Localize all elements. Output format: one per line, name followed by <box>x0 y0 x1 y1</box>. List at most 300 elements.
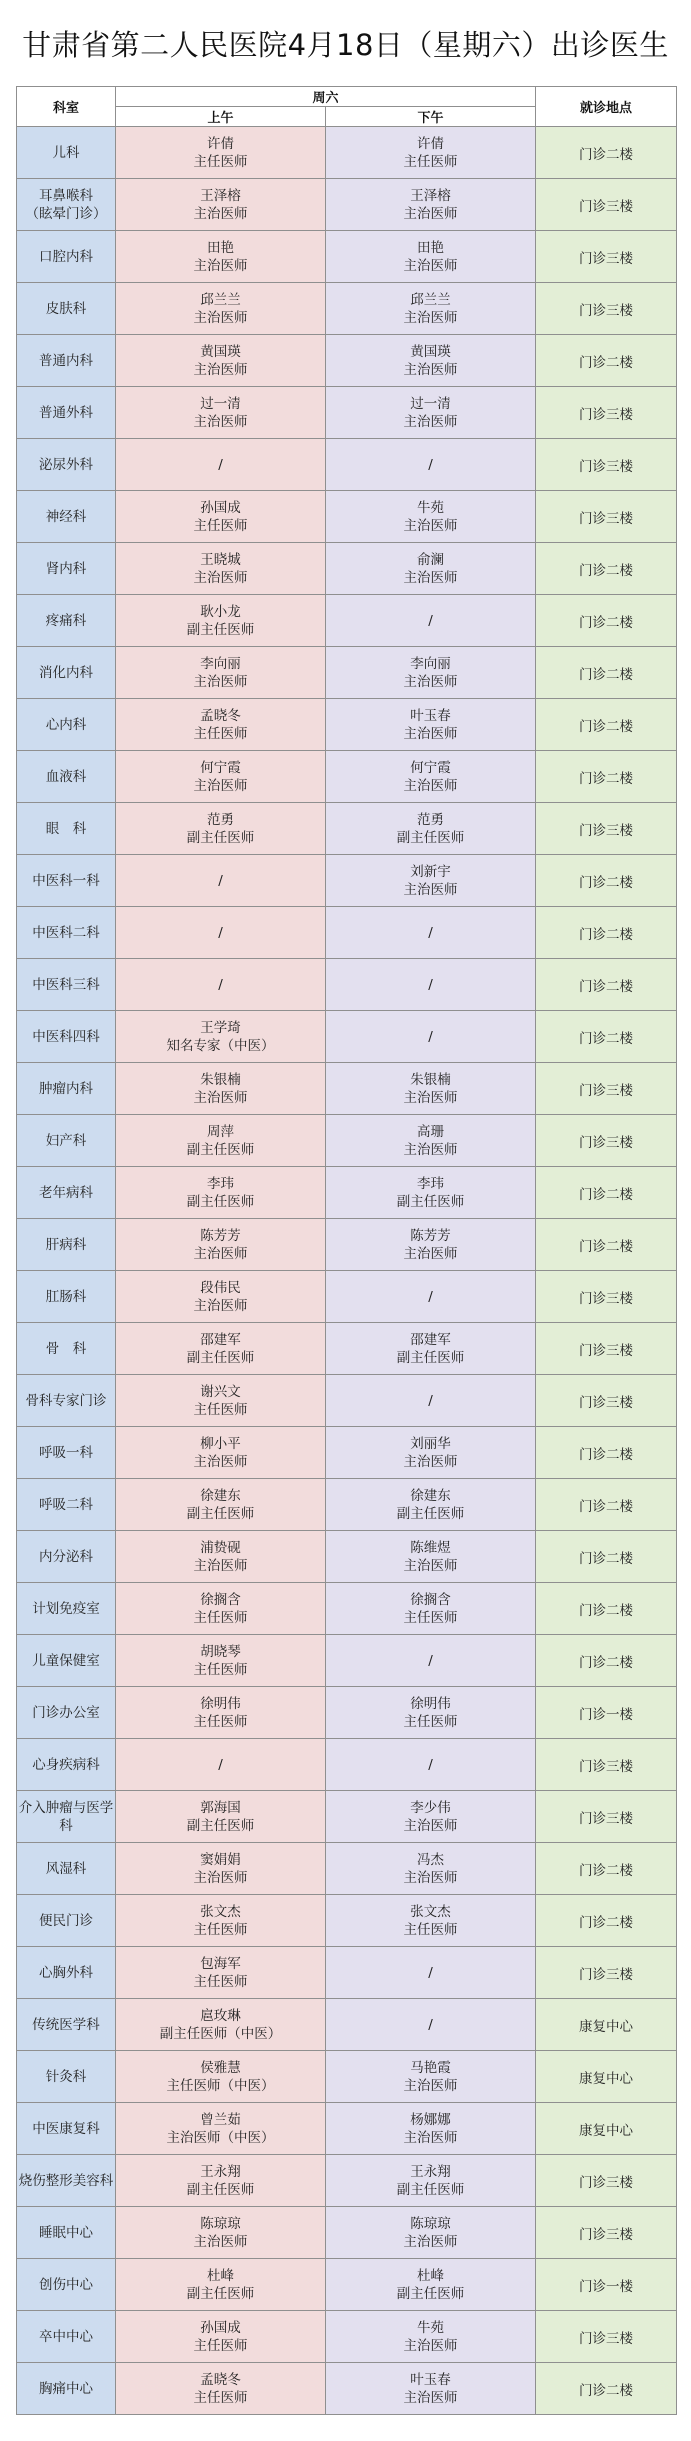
morning-cell <box>116 2259 326 2311</box>
morning-doctor-name: 窦娟娟 <box>200 1851 241 1868</box>
afternoon-cell <box>326 1115 536 1167</box>
afternoon-doctor-name: 杜峰 <box>417 2267 444 2284</box>
afternoon-doctor-name: 马艳霞 <box>410 2059 451 2076</box>
afternoon-doctor-name: 李向丽 <box>410 655 451 672</box>
afternoon-doctor-title: 主任医师 <box>403 1609 458 1626</box>
department-cell: 睡眠中心 <box>17 2207 116 2259</box>
department-cell: 妇产科 <box>17 1115 116 1167</box>
morning-doctor-name: / <box>218 924 223 941</box>
morning-doctor-title: 主任医师 <box>193 517 248 534</box>
location-cell: 门诊三楼 <box>536 2155 677 2207</box>
morning-doctor-name: 徐明伟 <box>200 1695 241 1712</box>
location-cell: 门诊二楼 <box>536 1895 677 1947</box>
morning-doctor-title: 知名专家（中医） <box>166 1037 275 1054</box>
afternoon-doctor-title: 副主任医师 <box>396 1193 465 1210</box>
morning-cell <box>116 1375 326 1427</box>
department-cell: 肿瘤内科 <box>17 1063 116 1115</box>
table-row <box>17 1323 677 1375</box>
afternoon-doctor-name: 邵建军 <box>410 1331 451 1348</box>
location-cell: 门诊三楼 <box>536 491 677 543</box>
afternoon-cell <box>326 1947 536 1999</box>
morning-doctor-name: 胡晓琴 <box>200 1643 241 1660</box>
afternoon-doctor-name: 高珊 <box>417 1123 444 1140</box>
afternoon-cell <box>326 1219 536 1271</box>
department-cell: 风湿科 <box>17 1843 116 1895</box>
morning-cell <box>116 127 326 179</box>
department-cell: 普通外科 <box>17 387 116 439</box>
header-row-top <box>17 87 677 107</box>
morning-doctor-name: 王晓城 <box>200 551 241 568</box>
morning-doctor-name: 孙国成 <box>200 2319 241 2336</box>
morning-doctor-name: 段伟民 <box>200 1279 241 1296</box>
department-cell: 心胸外科 <box>17 1947 116 1999</box>
afternoon-doctor-title: 副主任医师 <box>396 1505 465 1522</box>
morning-cell <box>116 2155 326 2207</box>
morning-doctor-name: 黄国瑛 <box>200 343 241 360</box>
afternoon-doctor-name: 范勇 <box>417 811 444 828</box>
morning-cell <box>116 2363 326 2415</box>
department-cell: 普通内科 <box>17 335 116 387</box>
morning-doctor-name: 陈琼琼 <box>200 2215 241 2232</box>
table-row <box>17 491 677 543</box>
location-cell: 门诊二楼 <box>536 1167 677 1219</box>
afternoon-doctor-name: / <box>428 976 433 993</box>
morning-doctor-name: / <box>218 456 223 473</box>
table-row <box>17 2259 677 2311</box>
afternoon-cell <box>326 2311 536 2363</box>
afternoon-cell <box>326 179 536 231</box>
afternoon-doctor-name: 过一清 <box>410 395 451 412</box>
table-row <box>17 1167 677 1219</box>
afternoon-doctor-name: 黄国瑛 <box>410 343 451 360</box>
department-cell: 老年病科 <box>17 1167 116 1219</box>
afternoon-doctor-name: 徐搁含 <box>410 1591 451 1608</box>
morning-cell <box>116 335 326 387</box>
afternoon-cell <box>326 387 536 439</box>
table-row <box>17 2051 677 2103</box>
afternoon-cell <box>326 855 536 907</box>
morning-doctor-title: 副主任医师 <box>186 621 255 638</box>
department-cell: 肾内科 <box>17 543 116 595</box>
afternoon-doctor-name: 刘丽华 <box>410 1435 451 1452</box>
afternoon-doctor-title: 主治医师 <box>403 673 458 690</box>
afternoon-cell <box>326 1323 536 1375</box>
afternoon-cell <box>326 1843 536 1895</box>
location-cell: 康复中心 <box>536 2103 677 2155</box>
afternoon-doctor-name: 田艳 <box>417 239 444 256</box>
location-cell: 门诊三楼 <box>536 1739 677 1791</box>
morning-cell <box>116 1011 326 1063</box>
morning-cell <box>116 1219 326 1271</box>
schedule-body <box>17 127 677 2415</box>
table-row <box>17 1531 677 1583</box>
table-row <box>17 387 677 439</box>
afternoon-doctor-title: 主治医师 <box>403 2233 458 2250</box>
location-cell: 门诊三楼 <box>536 1271 677 1323</box>
location-cell: 门诊三楼 <box>536 1375 677 1427</box>
table-row <box>17 1687 677 1739</box>
table-row <box>17 595 677 647</box>
afternoon-doctor-title: 主治医师 <box>403 309 458 326</box>
table-row <box>17 699 677 751</box>
location-cell: 门诊三楼 <box>536 1323 677 1375</box>
afternoon-doctor-name: / <box>428 2016 433 2033</box>
table-row <box>17 1115 677 1167</box>
morning-doctor-name: 王泽榕 <box>200 187 241 204</box>
location-cell: 门诊二楼 <box>536 2363 677 2415</box>
location-cell: 门诊二楼 <box>536 1011 677 1063</box>
morning-doctor-title: 主治医师 <box>193 257 248 274</box>
location-cell: 门诊二楼 <box>536 907 677 959</box>
afternoon-doctor-name: 俞澜 <box>417 551 444 568</box>
morning-doctor-title: 主治医师 <box>193 777 248 794</box>
morning-cell <box>116 1323 326 1375</box>
table-row <box>17 855 677 907</box>
department-cell: 心身疾病科 <box>17 1739 116 1791</box>
department-cell: 计划免疫室 <box>17 1583 116 1635</box>
afternoon-doctor-name: / <box>428 1288 433 1305</box>
morning-cell <box>116 1635 326 1687</box>
morning-cell <box>116 1531 326 1583</box>
afternoon-doctor-name: 何宁霞 <box>410 759 451 776</box>
morning-doctor-name: 徐搁含 <box>200 1591 241 1608</box>
morning-doctor-name: 李玮 <box>207 1175 234 1192</box>
morning-cell <box>116 387 326 439</box>
morning-doctor-name: 邵建军 <box>200 1331 241 1348</box>
afternoon-doctor-title: 主治医师 <box>403 517 458 534</box>
afternoon-doctor-name: / <box>428 612 433 629</box>
morning-doctor-name: 杜峰 <box>207 2267 234 2284</box>
morning-doctor-name: / <box>218 872 223 889</box>
morning-cell <box>116 543 326 595</box>
morning-doctor-name: 孙国成 <box>200 499 241 516</box>
morning-cell <box>116 1479 326 1531</box>
afternoon-doctor-name: / <box>428 1652 433 1669</box>
morning-doctor-title: 主任医师 <box>193 1401 248 1418</box>
department-cell: 中医科三科 <box>17 959 116 1011</box>
afternoon-doctor-name: / <box>428 1028 433 1045</box>
morning-cell <box>116 2207 326 2259</box>
morning-doctor-name: 曾兰茹 <box>200 2111 241 2128</box>
afternoon-doctor-name: / <box>428 1964 433 1981</box>
morning-doctor-title: 主治医师 <box>193 1453 248 1470</box>
location-cell: 门诊三楼 <box>536 1063 677 1115</box>
morning-doctor-title: 主任医师 <box>193 1609 248 1626</box>
location-cell: 门诊二楼 <box>536 1583 677 1635</box>
table-row <box>17 1791 677 1843</box>
location-cell: 门诊二楼 <box>536 751 677 803</box>
afternoon-doctor-title: 副主任医师 <box>396 1349 465 1366</box>
morning-cell <box>116 1271 326 1323</box>
morning-doctor-name: 侯雅慧 <box>200 2059 241 2076</box>
afternoon-doctor-title: 主任医师 <box>403 153 458 170</box>
location-cell: 门诊二楼 <box>536 335 677 387</box>
morning-doctor-title: 主任医师 <box>193 1661 248 1678</box>
afternoon-cell <box>326 699 536 751</box>
afternoon-doctor-name: / <box>428 1756 433 1773</box>
afternoon-doctor-name: / <box>428 456 433 473</box>
table-row <box>17 647 677 699</box>
afternoon-doctor-title: 主治医师 <box>403 413 458 430</box>
afternoon-cell <box>326 1375 536 1427</box>
afternoon-doctor-name: 陈维煜 <box>410 1539 451 1556</box>
department-cell: 中医科四科 <box>17 1011 116 1063</box>
department-cell: 门诊办公室 <box>17 1687 116 1739</box>
department-cell: 耳鼻喉科 （眩晕门诊） <box>17 179 116 231</box>
afternoon-cell <box>326 647 536 699</box>
department-cell: 泌尿外科 <box>17 439 116 491</box>
department-cell: 眼 科 <box>17 803 116 855</box>
table-row <box>17 127 677 179</box>
table-row <box>17 1999 677 2051</box>
afternoon-cell <box>326 2103 536 2155</box>
table-row <box>17 2311 677 2363</box>
afternoon-cell <box>326 2155 536 2207</box>
morning-doctor-name: 谢兴文 <box>200 1383 241 1400</box>
table-row <box>17 1895 677 1947</box>
afternoon-doctor-title: 主治医师 <box>403 2337 458 2354</box>
morning-doctor-title: 主治医师 <box>193 673 248 690</box>
table-row <box>17 1063 677 1115</box>
afternoon-cell <box>326 543 536 595</box>
afternoon-cell <box>326 1635 536 1687</box>
afternoon-doctor-title: 主任医师 <box>403 1713 458 1730</box>
table-row <box>17 335 677 387</box>
morning-doctor-name: 田艳 <box>207 239 234 256</box>
location-cell: 门诊三楼 <box>536 1791 677 1843</box>
afternoon-cell <box>326 959 536 1011</box>
afternoon-doctor-name: / <box>428 1392 433 1409</box>
department-cell: 肝病科 <box>17 1219 116 1271</box>
morning-doctor-title: 主任医师 <box>193 153 248 170</box>
morning-doctor-name: 郭海国 <box>200 1799 241 1816</box>
department-cell: 血液科 <box>17 751 116 803</box>
afternoon-cell <box>326 2363 536 2415</box>
location-cell: 门诊二楼 <box>536 543 677 595</box>
afternoon-doctor-name: 王泽榕 <box>410 187 451 204</box>
morning-cell <box>116 1063 326 1115</box>
table-row <box>17 1583 677 1635</box>
afternoon-doctor-name: 刘新宇 <box>410 863 451 880</box>
department-cell: 胸痛中心 <box>17 2363 116 2415</box>
afternoon-cell <box>326 491 536 543</box>
morning-doctor-name: 王学琦 <box>200 1019 241 1036</box>
afternoon-cell <box>326 1687 536 1739</box>
table-row <box>17 231 677 283</box>
morning-doctor-name: 周萍 <box>207 1123 234 1140</box>
afternoon-doctor-name: 王永翔 <box>410 2163 451 2180</box>
afternoon-cell <box>326 1895 536 1947</box>
header-day: 周六 <box>116 87 536 107</box>
afternoon-doctor-name: 陈芳芳 <box>410 1227 451 1244</box>
location-cell: 门诊二楼 <box>536 1479 677 1531</box>
department-cell: 呼吸二科 <box>17 1479 116 1531</box>
morning-cell <box>116 1167 326 1219</box>
department-cell: 疼痛科 <box>17 595 116 647</box>
location-cell: 门诊二楼 <box>536 647 677 699</box>
location-cell: 门诊二楼 <box>536 855 677 907</box>
morning-doctor-name: 李向丽 <box>200 655 241 672</box>
afternoon-doctor-name: 徐明伟 <box>410 1695 451 1712</box>
table-row <box>17 2207 677 2259</box>
morning-doctor-name: 许倩 <box>207 135 234 152</box>
morning-doctor-title: 主任医师 <box>193 1713 248 1730</box>
table-row <box>17 2155 677 2207</box>
table-row <box>17 1479 677 1531</box>
department-cell: 儿童保健室 <box>17 1635 116 1687</box>
morning-cell <box>116 855 326 907</box>
morning-doctor-title: 副主任医师 <box>186 2285 255 2302</box>
afternoon-cell <box>326 1531 536 1583</box>
morning-doctor-title: 主治医师 <box>193 1297 248 1314</box>
location-cell: 门诊三楼 <box>536 387 677 439</box>
afternoon-doctor-title: 主治医师 <box>403 569 458 586</box>
afternoon-cell <box>326 1011 536 1063</box>
morning-cell <box>116 1427 326 1479</box>
morning-doctor-title: 主任医师 <box>193 1921 248 1938</box>
table-row <box>17 283 677 335</box>
morning-doctor-title: 主任医师 <box>193 725 248 742</box>
afternoon-cell <box>326 907 536 959</box>
location-cell: 门诊三楼 <box>536 179 677 231</box>
location-cell: 门诊二楼 <box>536 959 677 1011</box>
afternoon-doctor-title: 副主任医师 <box>396 2181 465 2198</box>
morning-doctor-title: 主治医师 <box>193 361 248 378</box>
table-row <box>17 959 677 1011</box>
department-cell: 中医康复科 <box>17 2103 116 2155</box>
department-cell: 烧伤整形美容科 <box>17 2155 116 2207</box>
location-cell: 门诊二楼 <box>536 595 677 647</box>
table-row <box>17 2363 677 2415</box>
department-cell: 消化内科 <box>17 647 116 699</box>
department-cell: 介入肿瘤与医学科 <box>17 1791 116 1843</box>
afternoon-doctor-title: 主治医师 <box>403 1557 458 1574</box>
morning-doctor-title: 主任医师 <box>193 2389 248 2406</box>
afternoon-doctor-name: 杨娜娜 <box>410 2111 451 2128</box>
morning-doctor-name: 邱兰兰 <box>200 291 241 308</box>
afternoon-cell <box>326 595 536 647</box>
morning-doctor-name: 张文杰 <box>200 1903 241 1920</box>
morning-cell <box>116 231 326 283</box>
location-cell: 康复中心 <box>536 2051 677 2103</box>
afternoon-cell <box>326 439 536 491</box>
afternoon-doctor-title: 主治医师 <box>403 1817 458 1834</box>
morning-cell <box>116 907 326 959</box>
morning-cell <box>116 2103 326 2155</box>
afternoon-doctor-title: 主任医师 <box>403 1921 458 1938</box>
department-cell: 卒中中心 <box>17 2311 116 2363</box>
table-row <box>17 1739 677 1791</box>
location-cell: 门诊一楼 <box>536 2259 677 2311</box>
morning-doctor-title: 主治医师（中医） <box>166 2129 275 2146</box>
location-cell: 门诊三楼 <box>536 803 677 855</box>
table-row <box>17 803 677 855</box>
morning-cell <box>116 439 326 491</box>
afternoon-doctor-title: 主治医师 <box>403 1869 458 1886</box>
morning-doctor-name: 陈芳芳 <box>200 1227 241 1244</box>
morning-doctor-title: 主治医师 <box>193 1869 248 1886</box>
morning-doctor-name: 孟晓冬 <box>200 707 241 724</box>
department-cell: 针灸科 <box>17 2051 116 2103</box>
table-row <box>17 1375 677 1427</box>
department-cell: 骨 科 <box>17 1323 116 1375</box>
afternoon-cell <box>326 1427 536 1479</box>
morning-cell <box>116 803 326 855</box>
afternoon-doctor-name: 朱银楠 <box>410 1071 451 1088</box>
afternoon-doctor-name: 陈琼琼 <box>410 2215 451 2232</box>
table-row <box>17 2103 677 2155</box>
morning-cell <box>116 179 326 231</box>
morning-doctor-name: 孟晓冬 <box>200 2371 241 2388</box>
table-row <box>17 751 677 803</box>
morning-doctor-title: 主治医师 <box>193 1557 248 1574</box>
morning-doctor-title: 副主任医师 <box>186 1349 255 1366</box>
department-cell: 口腔内科 <box>17 231 116 283</box>
morning-doctor-name: 浦贽砚 <box>200 1539 241 1556</box>
afternoon-doctor-title: 主治医师 <box>403 1245 458 1262</box>
afternoon-cell <box>326 2207 536 2259</box>
location-cell: 门诊三楼 <box>536 439 677 491</box>
afternoon-doctor-title: 主治医师 <box>403 257 458 274</box>
table-row <box>17 179 677 231</box>
morning-cell <box>116 699 326 751</box>
afternoon-doctor-title: 主治医师 <box>403 2077 458 2094</box>
department-cell: 创伤中心 <box>17 2259 116 2311</box>
location-cell: 门诊二楼 <box>536 1843 677 1895</box>
morning-cell <box>116 2311 326 2363</box>
table-row <box>17 1427 677 1479</box>
table-row <box>17 1843 677 1895</box>
morning-doctor-name: / <box>218 1756 223 1773</box>
afternoon-doctor-title: 主治医师 <box>403 1089 458 1106</box>
morning-doctor-title: 副主任医师 <box>186 829 255 846</box>
afternoon-doctor-name: / <box>428 924 433 941</box>
department-cell: 呼吸一科 <box>17 1427 116 1479</box>
morning-doctor-title: 主治医师 <box>193 569 248 586</box>
department-cell: 肛肠科 <box>17 1271 116 1323</box>
morning-cell <box>116 491 326 543</box>
location-cell: 门诊三楼 <box>536 283 677 335</box>
table-row <box>17 543 677 595</box>
morning-cell <box>116 595 326 647</box>
morning-doctor-title: 副主任医师 <box>186 1817 255 1834</box>
afternoon-cell <box>326 283 536 335</box>
afternoon-doctor-name: 叶玉春 <box>410 707 451 724</box>
location-cell: 门诊三楼 <box>536 2207 677 2259</box>
location-cell: 门诊二楼 <box>536 1427 677 1479</box>
department-cell: 传统医学科 <box>17 1999 116 2051</box>
afternoon-cell <box>326 1479 536 1531</box>
table-row <box>17 1635 677 1687</box>
table-row <box>17 1271 677 1323</box>
department-cell: 中医科二科 <box>17 907 116 959</box>
location-cell: 门诊二楼 <box>536 1219 677 1271</box>
afternoon-cell <box>326 751 536 803</box>
morning-cell <box>116 1999 326 2051</box>
afternoon-doctor-title: 主治医师 <box>403 777 458 794</box>
morning-doctor-name: 过一清 <box>200 395 241 412</box>
afternoon-cell <box>326 803 536 855</box>
morning-cell <box>116 647 326 699</box>
afternoon-doctor-name: 李少伟 <box>410 1799 451 1816</box>
header-morning: 上午 <box>116 107 326 127</box>
morning-doctor-name: 王永翔 <box>200 2163 241 2180</box>
morning-doctor-name: 柳小平 <box>200 1435 241 1452</box>
department-cell: 皮肤科 <box>17 283 116 335</box>
department-cell: 神经科 <box>17 491 116 543</box>
afternoon-doctor-name: 徐建东 <box>410 1487 451 1504</box>
table-row <box>17 1219 677 1271</box>
